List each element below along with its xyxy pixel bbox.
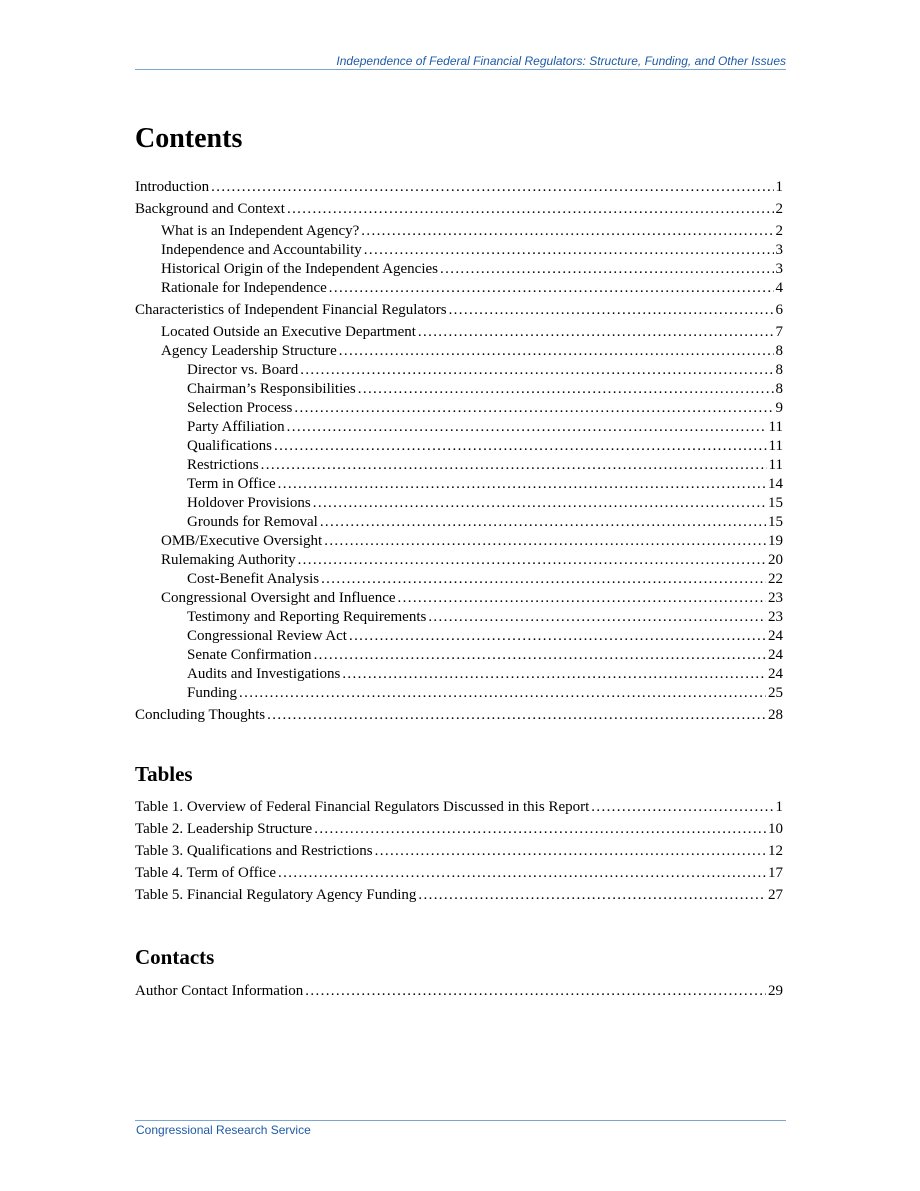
toc-entry-title: Background and Context — [135, 201, 285, 217]
header-divider — [135, 69, 786, 70]
tables-list — [135, 798, 783, 908]
toc-page-number: 24 — [768, 647, 783, 663]
toc-page-number: 20 — [768, 552, 783, 568]
toc-page-number: 25 — [768, 685, 783, 701]
dot-leader — [398, 589, 766, 608]
toc-entry-title: Grounds for Removal — [187, 514, 318, 530]
toc-entry[interactable] — [135, 982, 783, 1001]
toc-entry[interactable] — [135, 706, 783, 725]
toc-entry[interactable] — [135, 418, 783, 437]
contacts-title: Contacts — [135, 945, 215, 969]
toc-entry-title: Located Outside an Executive Department — [161, 324, 416, 340]
running-header: Independence of Federal Financial Regulators: Structure, Funding, and Other Issues — [336, 54, 786, 68]
dot-leader — [320, 513, 766, 532]
toc-page-number: 10 — [768, 821, 783, 837]
toc-entry[interactable] — [135, 260, 783, 279]
toc-page-number: 8 — [775, 381, 783, 397]
toc-entry[interactable] — [135, 456, 783, 475]
toc-entry[interactable] — [135, 798, 783, 817]
dot-leader — [313, 494, 766, 513]
dot-leader — [375, 842, 766, 861]
toc-page-number: 11 — [768, 419, 783, 435]
contents-list — [135, 175, 783, 725]
toc-page-number: 7 — [775, 324, 783, 340]
dot-leader — [314, 646, 766, 665]
toc-entry-title: Historical Origin of the Independent Agencies — [161, 261, 439, 277]
toc-entry-title: Director vs. Board — [187, 362, 299, 378]
toc-page-number: 15 — [768, 514, 783, 530]
toc-entry[interactable] — [135, 301, 783, 320]
toc-page-number: 6 — [775, 302, 783, 318]
toc-entry[interactable] — [135, 842, 783, 861]
toc-page-number: 19 — [768, 533, 783, 549]
dot-leader — [274, 437, 767, 456]
toc-page-number: 12 — [768, 843, 783, 859]
toc-entry-title: Table 5. Financial Regulatory Agency Funding — [135, 887, 417, 903]
toc-entry-title: Table 1. Overview of Federal Financial Regulators Discussed in this Report — [135, 799, 590, 815]
toc-entry-title: Senate Confirmation — [187, 647, 312, 663]
toc-page-number: 1 — [775, 799, 783, 815]
dot-leader — [278, 475, 766, 494]
toc-entry-title: Selection Process — [187, 400, 293, 416]
toc-entry[interactable] — [135, 886, 783, 905]
toc-entry-title: Qualifications — [187, 438, 272, 454]
dot-leader — [418, 886, 766, 905]
toc-entry-title: Congressional Oversight and Influence — [161, 590, 396, 606]
toc-entry-title: Audits and Investigations — [187, 666, 341, 682]
toc-entry[interactable] — [135, 570, 783, 589]
toc-page-number: 8 — [775, 362, 783, 378]
dot-leader — [278, 864, 766, 883]
toc-page-number: 11 — [768, 438, 783, 454]
tables-title: Tables — [135, 762, 193, 786]
toc-page-number: 8 — [775, 343, 783, 359]
dot-leader — [591, 798, 773, 817]
toc-page-number: 29 — [768, 983, 783, 999]
toc-entry-title: What is an Independent Agency? — [161, 223, 360, 239]
toc-page-number: 27 — [768, 887, 783, 903]
toc-entry[interactable] — [135, 437, 783, 456]
running-footer: Congressional Research Service — [136, 1123, 311, 1137]
dot-leader — [358, 380, 774, 399]
dot-leader — [239, 684, 766, 703]
toc-entry[interactable] — [135, 342, 783, 361]
toc-page-number: 2 — [775, 201, 783, 217]
dot-leader — [364, 241, 774, 260]
dot-leader — [428, 608, 766, 627]
dot-leader — [267, 706, 766, 725]
dot-leader — [298, 551, 766, 570]
toc-page-number: 3 — [775, 242, 783, 258]
toc-entry-title: Rationale for Independence — [161, 280, 327, 296]
toc-entry-title: Table 4. Term of Office — [135, 865, 277, 881]
toc-entry-title: Restrictions — [187, 457, 259, 473]
toc-page-number: 15 — [768, 495, 783, 511]
toc-entry-title: Holdover Provisions — [187, 495, 311, 511]
dot-leader — [329, 279, 774, 298]
toc-entry[interactable] — [135, 475, 783, 494]
toc-page-number: 17 — [768, 865, 783, 881]
footer-divider — [135, 1120, 786, 1121]
toc-entry-title: Party Affiliation — [187, 419, 285, 435]
toc-entry-title: Rulemaking Authority — [161, 552, 296, 568]
dot-leader — [324, 532, 766, 551]
toc-entry-title: Table 3. Qualifications and Restrictions — [135, 843, 373, 859]
dot-leader — [211, 178, 773, 197]
dot-leader — [314, 820, 766, 839]
toc-entry[interactable] — [135, 551, 783, 570]
toc-entry[interactable] — [135, 361, 783, 380]
toc-entry-title: Concluding Thoughts — [135, 707, 266, 723]
toc-entry-title: Independence and Accountability — [161, 242, 362, 258]
dot-leader — [321, 570, 766, 589]
toc-page-number: 3 — [775, 261, 783, 277]
dot-leader — [440, 260, 773, 279]
toc-entry-title: Author Contact Information — [135, 983, 304, 999]
toc-entry[interactable] — [135, 684, 783, 703]
dot-leader — [361, 222, 773, 241]
dot-leader — [300, 361, 773, 380]
dot-leader — [261, 456, 767, 475]
toc-entry[interactable] — [135, 494, 783, 513]
toc-entry[interactable] — [135, 380, 783, 399]
toc-entry-title: Cost-Benefit Analysis — [187, 571, 320, 587]
toc-page-number: 11 — [768, 457, 783, 473]
toc-entry[interactable] — [135, 864, 783, 883]
toc-entry-title: Table 2. Leadership Structure — [135, 821, 313, 837]
toc-entry[interactable] — [135, 241, 783, 260]
toc-entry-title: Introduction — [135, 179, 210, 195]
toc-entry[interactable] — [135, 665, 783, 684]
dot-leader — [342, 665, 766, 684]
contacts-list — [135, 982, 783, 1004]
dot-leader — [287, 418, 767, 437]
toc-entry-title: Term in Office — [187, 476, 276, 492]
toc-page-number: 4 — [775, 280, 783, 296]
toc-entry-title: Agency Leadership Structure — [161, 343, 337, 359]
toc-entry[interactable] — [135, 178, 783, 197]
toc-page-number: 23 — [768, 609, 783, 625]
toc-page-number: 28 — [768, 707, 783, 723]
toc-entry[interactable] — [135, 513, 783, 532]
toc-page-number: 1 — [775, 179, 783, 195]
toc-entry[interactable] — [135, 589, 783, 608]
toc-entry[interactable] — [135, 399, 783, 418]
toc-page-number: 9 — [775, 400, 783, 416]
dot-leader — [305, 982, 766, 1001]
toc-page-number: 22 — [768, 571, 783, 587]
toc-page-number: 14 — [768, 476, 783, 492]
toc-page-number: 2 — [775, 223, 783, 239]
toc-entry[interactable] — [135, 608, 783, 627]
toc-page-number: 23 — [768, 590, 783, 606]
toc-entry[interactable] — [135, 532, 783, 551]
toc-entry-title: Funding — [187, 685, 238, 701]
dot-leader — [349, 627, 766, 646]
toc-entry[interactable] — [135, 222, 783, 241]
toc-page-number: 24 — [768, 666, 783, 682]
toc-entry[interactable] — [135, 200, 783, 219]
toc-entry-title: Congressional Review Act — [187, 628, 347, 644]
dot-leader — [287, 200, 774, 219]
toc-entry[interactable] — [135, 627, 783, 646]
toc-entry-title: Chairman’s Responsibilities — [187, 381, 356, 397]
dot-leader — [449, 301, 774, 320]
toc-page-number: 24 — [768, 628, 783, 644]
toc-entry[interactable] — [135, 646, 783, 665]
toc-entry-title: Testimony and Reporting Requirements — [187, 609, 427, 625]
dot-leader — [339, 342, 774, 361]
toc-entry[interactable] — [135, 820, 783, 839]
toc-entry[interactable] — [135, 279, 783, 298]
toc-entry-title: Characteristics of Independent Financial Regulators — [135, 302, 447, 318]
toc-entry-title: OMB/Executive Oversight — [161, 533, 323, 549]
dot-leader — [294, 399, 773, 418]
dot-leader — [418, 323, 774, 342]
contents-title: Contents — [135, 123, 243, 154]
toc-entry[interactable] — [135, 323, 783, 342]
